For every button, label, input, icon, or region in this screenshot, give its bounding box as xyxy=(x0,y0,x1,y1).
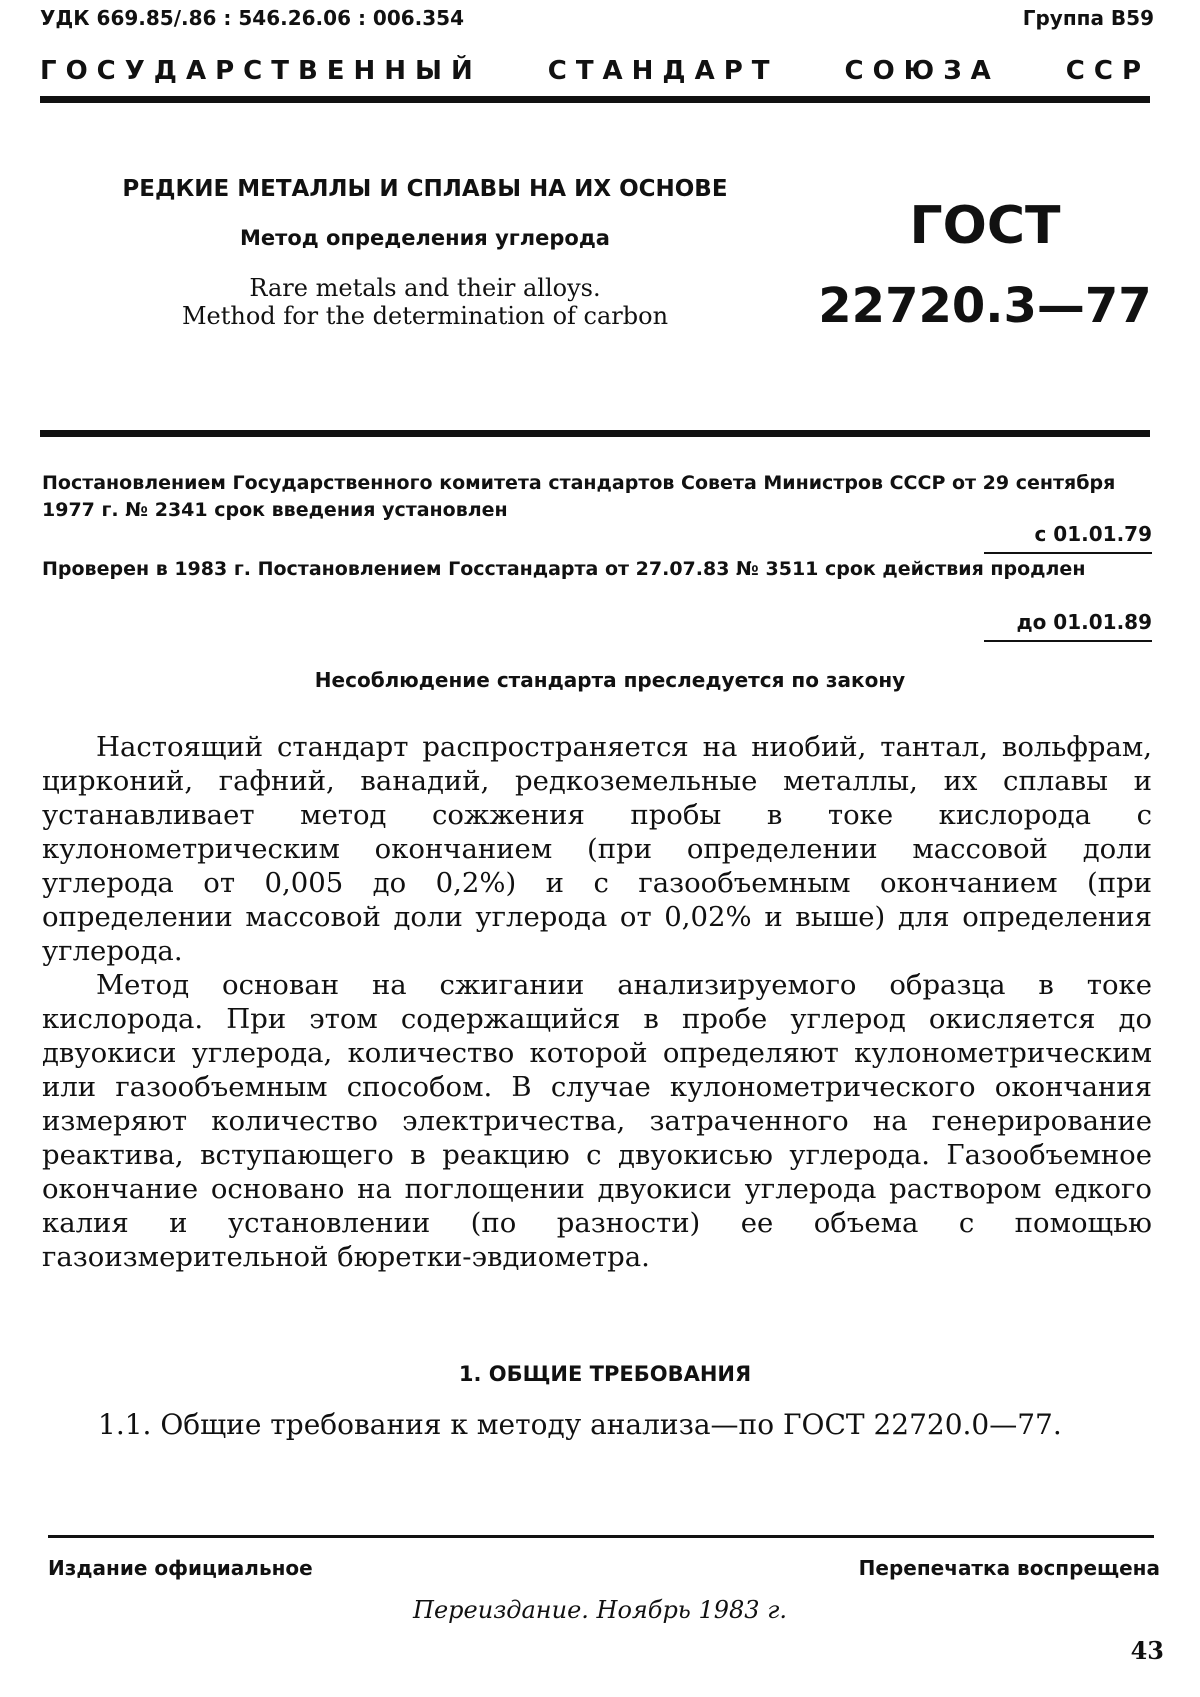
header-rule xyxy=(40,96,1150,103)
banner-word: СТАНДАРТ xyxy=(547,56,779,86)
effective-date: с 01.01.79 xyxy=(1034,522,1152,546)
legal-notice: Несоблюдение стандарта преследуется по закону xyxy=(314,668,906,692)
clause-1-1: 1.1. Общие требования к методу анализа—по ГОСТ 22720.0—77. xyxy=(98,1408,1062,1441)
group-code: Группа В59 xyxy=(1022,6,1154,30)
gost-label: ГОСТ xyxy=(909,196,1061,256)
reissue-note: Переиздание. Ноябрь 1983 г. xyxy=(413,1596,787,1624)
title-ru-main: РЕДКИЕ МЕТАЛЛЫ И СПЛАВЫ НА ИХ ОСНОВЕ xyxy=(122,176,728,202)
banner-word: ГОСУДАРСТВЕННЫЙ xyxy=(40,56,482,86)
title-en-line2: Method for the determination of carbon xyxy=(181,302,669,330)
banner-word: СОЮЗА xyxy=(844,56,1000,86)
reprint-prohibited: Перепечатка воспрещена xyxy=(858,1556,1160,1580)
section-heading: 1. ОБЩИЕ ТРЕБОВАНИЯ xyxy=(458,1362,752,1386)
gost-number: 22720.3—77 xyxy=(818,278,1152,334)
effective-date-rule xyxy=(984,552,1152,554)
udk-code: УДК 669.85/.86 : 546.26.06 : 006.354 xyxy=(40,6,465,30)
extended-date-rule xyxy=(984,640,1152,642)
paragraph-scope: Настоящий стандарт распространяется на ниобий, тантал, вольфрам, цирконий, гафний, ванадий, редкоземельные металлы, их сплавы и устанавливает метод сожжения пробы в токе кислорода с кулонометрическим окончанием (при определении массовой доли углерода от 0,005 до 0,2%) и с газообъемным окончанием (при определении массовой доли углерода от 0,02% и выше) для определения углерода. xyxy=(42,731,1152,967)
footer-rule xyxy=(48,1535,1154,1538)
decree-text: Постановлением Государственного комитета стандартов Совета Министров СССР от 29 сентября 1977 г. № 2341 срок введения установлен xyxy=(42,472,1116,521)
title-rule xyxy=(40,430,1150,437)
official-edition: Издание официальное xyxy=(48,1556,313,1580)
extended-date: до 01.01.89 xyxy=(1016,610,1152,634)
state-standard-banner xyxy=(40,56,1150,86)
banner-word: ССР xyxy=(1065,56,1150,86)
review-text: Проверен в 1983 г. Постановлением Госстандарта от 27.07.83 № 3511 срок действия продлен xyxy=(42,558,1086,580)
paragraph-method: Метод основан на сжигании анализируемого образца в токе кислорода. При этом содержащийся в пробе углерод окисляется до двуокиси углерода, количество которой определяют кулонометрическим или газообъемным способом. В случае кулонометрического окончания измеряют количество электричества, затраченного на генерирование реактива, вступающего в реакцию с двуокисью углерода. Газообъемное окончание основано на поглощении двуокиси углерода раствором едкого калия и установлении (по разности) ее объема с помощью газоизмерительной бюретки-эвдиометра. xyxy=(42,969,1152,1273)
title-en-line1: Rare metals and their alloys. xyxy=(249,274,601,302)
title-ru-sub: Метод определения углерода xyxy=(240,226,610,250)
page-number: 43 xyxy=(1130,1636,1164,1665)
body-text xyxy=(42,730,1152,1274)
